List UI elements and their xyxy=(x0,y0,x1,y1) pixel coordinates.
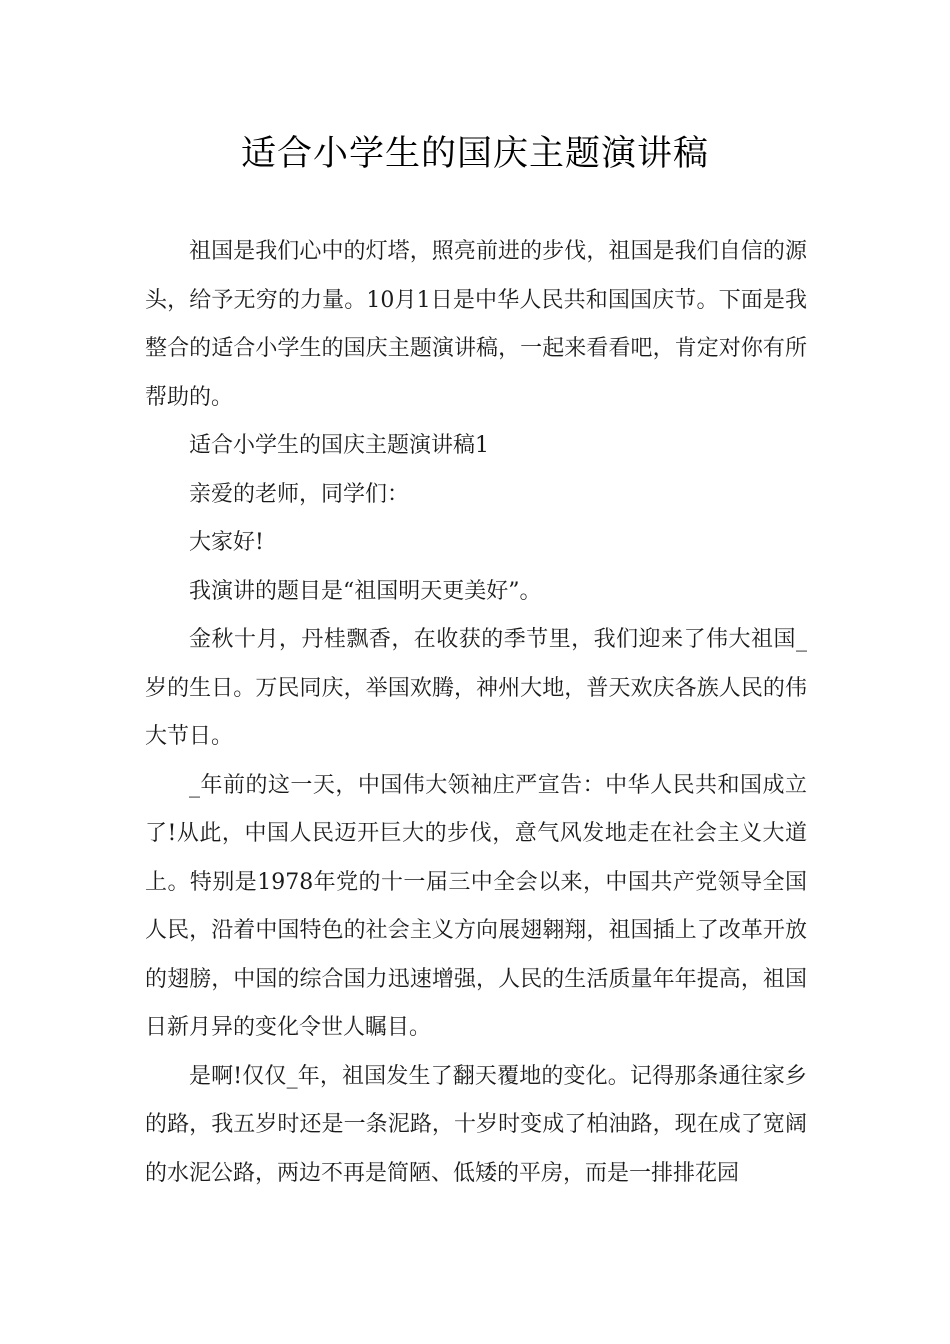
greeting-paragraph: 大家好! xyxy=(189,530,264,555)
body-paragraph: 金秋十月，丹桂飘香，在收获的季节里，我们迎来了伟大祖国_岁的生日。万民同庆，举国欢腾，神州大地，普天欢庆各族人民的伟大节日。 xyxy=(145,627,807,749)
intro-paragraph: 祖国是我们心中的灯塔，照亮前进的步伐，祖国是我们自信的源头，给予无穷的力量。10月1日是中华人民共和国国庆节。下面是我整合的适合小学生的国庆主题演讲稿，一起来看看吧，肯定对你有所帮助的。 xyxy=(145,239,807,410)
topic-paragraph: 我演讲的题目是“祖国明天更美好”。 xyxy=(189,578,542,604)
document-title: 适合小学生的国庆主题演讲稿 xyxy=(240,134,709,174)
body-paragraph: 是啊!仅仅_年，祖国发生了翻天覆地的变化。记得那条通往家乡的路，我五岁时还是一条泥路，十岁时变成了柏油路，现在成了宽阔的水泥公路，两边不再是简陋、低矮的平房，而是一排排花园 xyxy=(145,1063,807,1186)
speech-heading: 适合小学生的国庆主题演讲稿1 xyxy=(189,433,489,458)
salutation-paragraph: 亲爱的老师，同学们： xyxy=(189,481,410,507)
body-paragraph: _年前的这一天，中国伟大领袖庄严宣告：中华人民共和国成立了!从此，中国人民迈开巨大的步伐，意气风发地走在社会主义大道上。特别是1978年党的十一届三中全会以来，中国共产党领导全国人民，沿着中国特色的社会主义方向展翅翱翔，祖国插上了改革开放的翅膀，中国的综合国力迅速增强，人民的生活质量年年提高，祖国日新月异的变化令世人瞩目。 xyxy=(145,772,807,1040)
document-body xyxy=(145,228,807,1198)
